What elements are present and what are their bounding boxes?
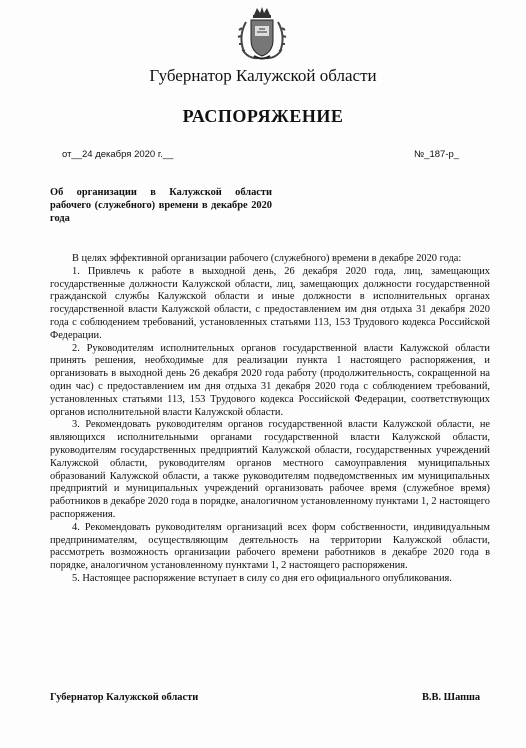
kaluga-coat-of-arms-icon (236, 6, 288, 62)
paragraph-intro: В целях эффективной организации рабочего (служебного) времени в декабре 2020 года: (72, 253, 462, 264)
document-type: РАСПОРЯЖЕНИЕ (182, 106, 344, 126)
paragraph-3: 3. Рекомендовать руководителям органов государственной власти Калужской области, не являющихся исполнительными органами государственной власти Калужской области, руководителям государственных предприятий Калужской области, государственных учреждений Калужской области, руководителям органов местного самоуправления муниципальных образований Калужской области, а также руководителям подведомственных им муниципальных предприятий и муниципальных учреждений организовать рабочее время (служебное время) работников в декабре 2020 года в порядке, аналогичном установленному пунктами 1, 2 настоящего распоряжения. (50, 419, 490, 520)
paragraph-1: 1. Привлечь к работе в выходной день, 26 декабря 2020 года, лиц, замещающих государственные должности Калужской области, лиц, замещающих должности государственной гражданской службы Калужской области и иные должности в исполнительных органах государственной власти Калужской области, с предоставлением им дня отдыха 31 декабря 2020 года с соблюдением требований, установленных статьями 113, 153 Трудового кодекса Российской Федерации. (50, 265, 490, 341)
document-subject: Об организации в Калужской области рабочего (служебного) времени в декабре 2020 года (50, 187, 272, 225)
document-number: №_187-р_ (414, 149, 460, 160)
signature-name: В.В. Шапша (422, 692, 481, 703)
paragraph-4: 4. Рекомендовать руководителям организаций всех форм собственности, индивидуальным предпринимателям, осуществляющим деятельность на территории Калужской области, рассмотреть возможность организации рабочего времени работников в декабре 2020 года в порядке, аналогичном установленному пунктами 1, 2 настоящего распоряжения. (50, 521, 490, 572)
issuer-title: Губернатор Калужской области (149, 66, 377, 85)
paragraph-5: 5. Настоящее распоряжение вступает в силу со дня его официального опубликования. (72, 572, 452, 584)
document-body (50, 253, 490, 586)
signature-title: Губернатор Калужской области (50, 692, 199, 703)
paragraph-2: 2. Руководителям исполнительных органов государственной власти Калужской области принять решения, необходимые для реализации пункта 1 настоящего распоряжения, и организовать в выходной день 26 декабря 2020 года работу (продолжительность, сокращенной на один час) с предоставлением им дня отдыха 31 декабря 2020 года с соблюдением требований, установленных статьями 113, 153 Трудового кодекса Российской Федерации, соответствующих органов исполнительной власти Калужской области. (50, 342, 490, 418)
document-date: от__24 декабря 2020 г.__ (62, 149, 174, 160)
